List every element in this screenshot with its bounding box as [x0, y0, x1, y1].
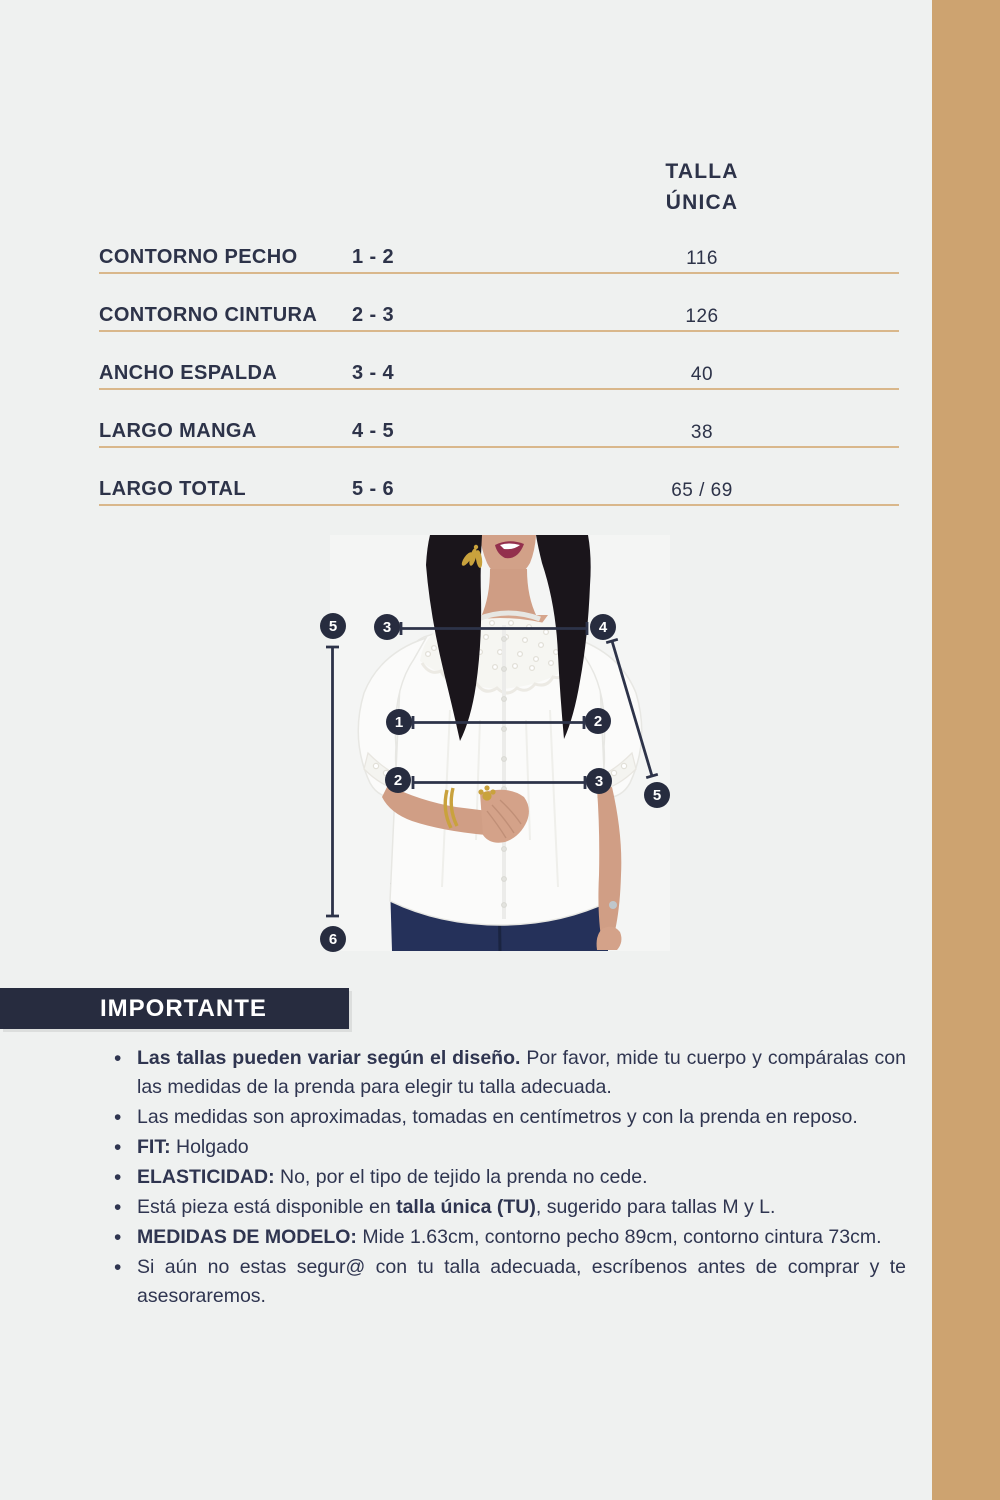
- row-marker-range: 4 - 5: [352, 420, 395, 442]
- note-bold: talla única (TU): [396, 1196, 536, 1218]
- note-bold: Las tallas pueden variar según el diseño.: [137, 1047, 521, 1069]
- note-medidas-aproximadas: [112, 1103, 906, 1132]
- note-escribenos: [112, 1253, 906, 1311]
- note-text: , sugerido para tallas M y L.: [535, 1196, 776, 1218]
- row-marker-range: 3 - 4: [352, 362, 395, 384]
- marker-3-waist-right: 3: [586, 768, 612, 794]
- marker-3-shoulder-left: 3: [374, 614, 400, 640]
- row-marker-range: 2 - 3: [352, 304, 395, 326]
- row-value: 40: [690, 364, 714, 385]
- table-row-largo-total: [99, 478, 899, 506]
- row-value: 38: [690, 422, 714, 443]
- marker-4-shoulder-right: 4: [590, 614, 616, 640]
- note-text: Las medidas son aproximadas, tomadas en centímetros y con la prenda en reposo.: [137, 1106, 858, 1128]
- row-label: ANCHO ESPALDA: [99, 362, 278, 384]
- marker-2-waist-left: 2: [385, 767, 411, 793]
- table-row-contorno-pecho: [99, 246, 899, 274]
- row-value: 126: [685, 306, 719, 327]
- note-bold: FIT:: [137, 1136, 171, 1158]
- importante-banner: [0, 988, 349, 1029]
- note-tallas-variar: [112, 1044, 906, 1102]
- row-marker-range: 5 - 6: [352, 478, 395, 500]
- table-row-contorno-cintura: [99, 304, 899, 332]
- row-value: 116: [686, 248, 718, 269]
- row-label: CONTORNO CINTURA: [99, 304, 318, 326]
- note-text: Mide 1.63cm, contorno pecho 89cm, contorno cintura 73cm.: [356, 1226, 882, 1248]
- note-fit: [112, 1133, 906, 1162]
- table-row-largo-manga: [99, 420, 899, 448]
- note-text: Por favor, mide tu cuerpo y compáralas con las medidas de la prenda para elegir tu talla adecuada.: [137, 1047, 906, 1098]
- table-row-ancho-espalda: [99, 362, 899, 390]
- marker-5-sleeve: 5: [644, 782, 670, 808]
- marker-6-bottom: 6: [320, 926, 346, 952]
- note-elasticidad: [112, 1163, 906, 1192]
- note-text: No, por el tipo de tejido la prenda no cede.: [274, 1166, 648, 1188]
- side-accent-stripe: [932, 0, 1000, 1500]
- row-label: CONTORNO PECHO: [99, 246, 298, 268]
- row-label: LARGO TOTAL: [99, 478, 246, 500]
- size-column-header-line1: TALLA: [665, 160, 739, 183]
- size-column-header: [552, 156, 852, 218]
- marker-2-chest-right: 2: [585, 708, 611, 734]
- marker-5-top: 5: [320, 613, 346, 639]
- note-text: Si aún no estas segur@ con tu talla adecuada, escríbenos antes de comprar y te asesoraremos.: [137, 1256, 906, 1307]
- note-text: Está pieza está disponible en: [137, 1196, 397, 1218]
- model-photo: [330, 535, 670, 951]
- notes-list: [112, 1044, 906, 1312]
- marker-1-chest-left: 1: [386, 709, 412, 735]
- row-label: LARGO MANGA: [99, 420, 257, 442]
- note-bold: MEDIDAS DE MODELO:: [137, 1226, 357, 1248]
- note-bold: ELASTICIDAD:: [137, 1166, 275, 1188]
- row-marker-range: 1 - 2: [352, 246, 395, 268]
- note-medidas-modelo: [112, 1223, 906, 1252]
- row-value: 65 / 69: [671, 480, 733, 501]
- importante-title: IMPORTANTE: [100, 995, 267, 1022]
- note-talla-unica: [112, 1193, 906, 1222]
- note-text: Holgado: [170, 1136, 249, 1158]
- size-column-header-line2: ÚNICA: [665, 191, 739, 214]
